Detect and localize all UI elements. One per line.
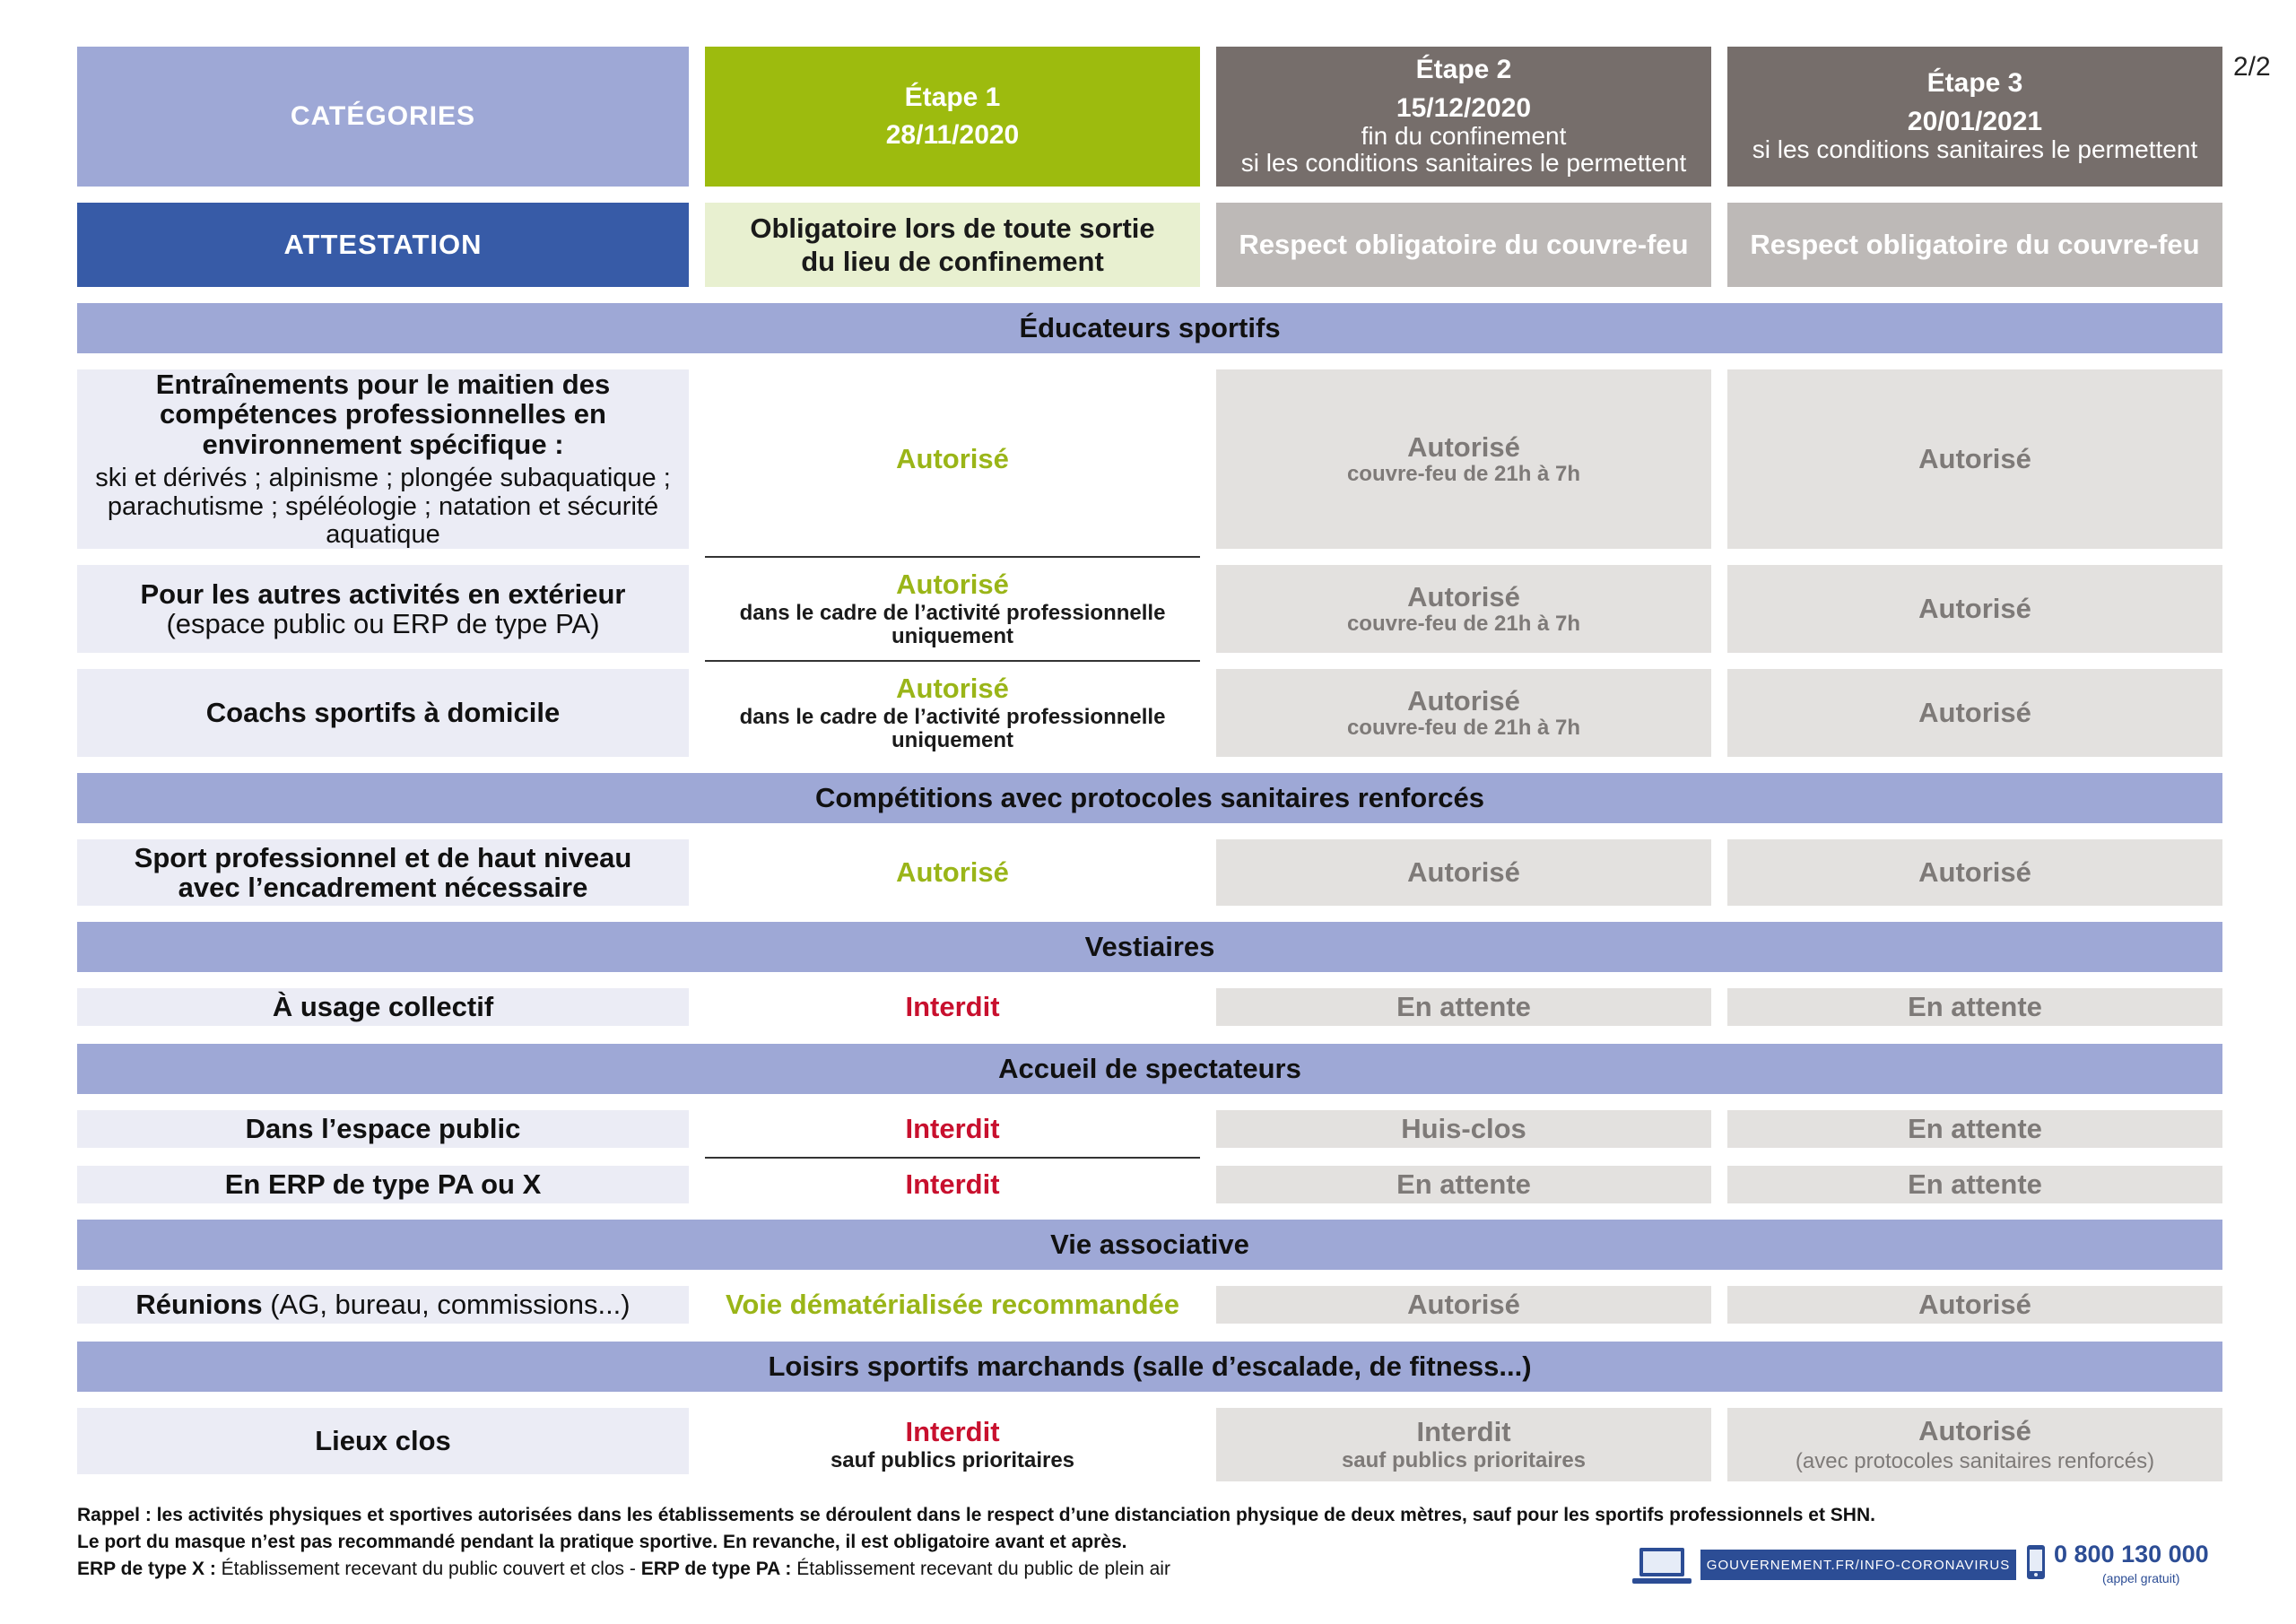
lieux-clos-etape2-note: sauf publics prioritaires xyxy=(1341,1447,1587,1472)
section-loisirs xyxy=(77,1342,2222,1392)
erp-etape1-status: Interdit xyxy=(905,1168,1000,1201)
row-exterieur-etape2 xyxy=(1216,565,1711,653)
row-exterieur-category xyxy=(77,565,689,653)
divider-line xyxy=(705,556,1200,558)
exterieur-etape1-status: Autorisé xyxy=(896,568,1009,600)
etape2-title: Étape 2 xyxy=(1415,55,1512,85)
attestation-etape3 xyxy=(1727,203,2222,287)
erp-etape3-status: En attente xyxy=(1908,1168,2042,1201)
lieux-clos-etape2-status: Interdit xyxy=(1416,1416,1511,1448)
exterieur-etape2-note: couvre-feu de 21h à 7h xyxy=(1346,611,1581,636)
row-sport-pro-etape2 xyxy=(1216,839,1711,906)
footer-erp-definitions xyxy=(77,1559,1170,1580)
erp-title: En ERP de type PA ou X xyxy=(224,1168,542,1201)
footer-rappel: Rappel : les activités physiques et sportives autorisées dans les établissements se déroulent dans le respect d’une distanciation physique de deux mètres, sauf pour les sportifs professionnels et SHN. xyxy=(77,1505,1875,1525)
coachs-etape2-note: couvre-feu de 21h à 7h xyxy=(1346,715,1581,740)
sport-pro-etape1-status: Autorisé xyxy=(896,856,1009,889)
coachs-etape1-status: Autorisé xyxy=(896,672,1009,704)
usage-collectif-etape3-status: En attente xyxy=(1908,991,2042,1023)
header-categories-label: CATÉGORIES xyxy=(290,100,476,131)
row-erp-etape2 xyxy=(1216,1166,1711,1203)
row-usage-collectif-etape3 xyxy=(1727,988,2222,1026)
section-loisirs-title: Loisirs sportifs marchands (salle d’escalade, de fitness...) xyxy=(768,1350,1532,1383)
section-competitions-title: Compétitions avec protocoles sanitaires renforcés xyxy=(815,782,1484,814)
row-espace-public-etape3 xyxy=(1727,1110,2222,1148)
page-number: 2/2 xyxy=(2233,52,2271,82)
row-reunions-etape1 xyxy=(705,1286,1200,1324)
phone-note: (appel gratuit) xyxy=(2102,1571,2180,1585)
entrainements-etape3-status: Autorisé xyxy=(1918,443,2031,475)
row-erp-etape3 xyxy=(1727,1166,2222,1203)
espace-public-etape2-status: Huis-clos xyxy=(1401,1113,1526,1145)
attestation-text: ATTESTATION xyxy=(283,229,483,261)
row-reunions-category xyxy=(77,1286,689,1324)
entrainements-etape1-status: Autorisé xyxy=(896,443,1009,475)
coachs-title: Coachs sportifs à domicile xyxy=(205,697,561,729)
footer-erp-pa-label: ERP de type PA : xyxy=(640,1559,792,1579)
exterieur-title-l1: Pour les autres activités en extérieur xyxy=(140,578,626,610)
entrainements-detail-l1: ski et dérivés ; alpinisme ; plongée subaquatique ; xyxy=(95,464,671,493)
etape2-date: 15/12/2020 xyxy=(1396,92,1532,123)
row-lieux-clos-etape1 xyxy=(705,1408,1200,1481)
attestation-etape3-text: Respect obligatoire du couvre-feu xyxy=(1750,229,2200,261)
sport-pro-title-l1: Sport professionnel et de haut niveau xyxy=(134,841,632,873)
entrainements-etape2-note: couvre-feu de 21h à 7h xyxy=(1346,461,1581,486)
attestation-etape2-text: Respect obligatoire du couvre-feu xyxy=(1239,229,1689,261)
row-entrainements-etape2 xyxy=(1216,369,1711,549)
header-etape3 xyxy=(1727,47,2222,187)
section-competitions xyxy=(77,773,2222,823)
row-coachs-etape2 xyxy=(1216,669,1711,757)
row-exterieur-etape1 xyxy=(705,565,1200,653)
row-usage-collectif-etape2 xyxy=(1216,988,1711,1026)
section-spectateurs-title: Accueil de spectateurs xyxy=(998,1053,1301,1085)
phone-number[interactable]: 0 800 130 000 xyxy=(2054,1541,2209,1568)
espace-public-title: Dans l’espace public xyxy=(245,1113,521,1145)
coachs-etape1-note-l1: dans le cadre de l’activité professionnelle xyxy=(739,705,1166,730)
section-vestiaires xyxy=(77,922,2222,972)
entrainements-detail-l2: parachutisme ; spéléologie ; natation et sécurité xyxy=(107,491,659,521)
entrainements-title-l2: compétences professionnelles en xyxy=(160,398,606,430)
section-vie-associative xyxy=(77,1220,2222,1270)
usage-collectif-title: À usage collectif xyxy=(272,991,494,1023)
coachs-etape1-note-l2: uniquement xyxy=(891,728,1013,753)
divider-line xyxy=(705,1157,1200,1159)
espace-public-etape1-status: Interdit xyxy=(905,1113,1000,1145)
laptop-icon xyxy=(1631,1546,1693,1585)
reunions-title-bold: Réunions xyxy=(135,1289,263,1321)
usage-collectif-etape2-status: En attente xyxy=(1396,991,1531,1023)
usage-collectif-etape1-status: Interdit xyxy=(905,991,1000,1023)
row-exterieur-etape3 xyxy=(1727,565,2222,653)
row-erp-category xyxy=(77,1166,689,1203)
etape2-line2: si les conditions sanitaires le permettent xyxy=(1240,149,1687,178)
row-espace-public-etape1 xyxy=(705,1110,1200,1148)
etape2-line1: fin du confinement xyxy=(1361,122,1567,151)
section-vie-associative-title: Vie associative xyxy=(1050,1229,1249,1261)
row-coachs-etape1 xyxy=(705,669,1200,757)
row-sport-pro-category xyxy=(77,839,689,906)
reunions-title-rest: (AG, bureau, commissions...) xyxy=(262,1289,631,1321)
row-sport-pro-etape1 xyxy=(705,839,1200,906)
row-espace-public-category xyxy=(77,1110,689,1148)
entrainements-title-l3: environnement spécifique : xyxy=(202,428,564,460)
lieux-clos-title: Lieux clos xyxy=(315,1425,451,1457)
etape3-title: Étape 3 xyxy=(1926,68,2023,99)
row-reunions-etape2 xyxy=(1216,1286,1711,1324)
row-erp-etape1 xyxy=(705,1166,1200,1203)
coachs-etape3-status: Autorisé xyxy=(1918,697,2031,729)
footer-erp-x-label: ERP de type X : xyxy=(77,1559,216,1579)
header-etape1 xyxy=(705,47,1200,187)
attestation-etape2 xyxy=(1216,203,1711,287)
reunions-title xyxy=(135,1290,630,1319)
section-educateurs-title: Éducateurs sportifs xyxy=(1019,312,1281,344)
section-vestiaires-title: Vestiaires xyxy=(1084,931,1215,963)
sport-pro-etape2-status: Autorisé xyxy=(1407,856,1520,889)
phone-icon xyxy=(2025,1544,2047,1580)
footer-erp-x-text: Établissement recevant du public couvert et clos - xyxy=(215,1559,641,1579)
reunions-etape3-status: Autorisé xyxy=(1918,1289,2031,1321)
row-espace-public-etape2 xyxy=(1216,1110,1711,1148)
row-entrainements-category xyxy=(77,369,689,549)
entrainements-detail-l3: aquatique xyxy=(326,519,440,549)
footer-erp-pa-text: Établissement recevant du public de plein air xyxy=(791,1559,1170,1579)
espace-public-etape3-status: En attente xyxy=(1908,1113,2042,1145)
etape3-line1: si les conditions sanitaires le permettent xyxy=(1752,135,2198,164)
lieux-clos-etape3-note: (avec protocoles sanitaires renforcés) xyxy=(1795,1448,2155,1473)
lieux-clos-etape3-status: Autorisé xyxy=(1918,1415,2031,1447)
row-entrainements-etape3 xyxy=(1727,369,2222,549)
exterieur-etape2-status: Autorisé xyxy=(1407,581,1520,613)
row-reunions-etape3 xyxy=(1727,1286,2222,1324)
gov-info-text: GOUVERNEMENT.FR/INFO-CORONAVIRUS xyxy=(1706,1557,2011,1573)
section-spectateurs xyxy=(77,1044,2222,1094)
row-coachs-etape3 xyxy=(1727,669,2222,757)
row-coachs-category xyxy=(77,669,689,757)
reunions-etape1-status: Voie dématérialisée recommandée xyxy=(725,1289,1179,1321)
attestation-label xyxy=(77,203,689,287)
footer-masque: Le port du masque n’est pas recommandé pendant la pratique sportive. En revanche, il est obligatoire avant et après. xyxy=(77,1532,1127,1552)
header-etape2 xyxy=(1216,47,1711,187)
section-educateurs xyxy=(77,303,2222,353)
exterieur-etape1-note-l2: uniquement xyxy=(891,624,1013,649)
exterieur-title-l2: (espace public ou ERP de type PA) xyxy=(166,608,600,639)
row-usage-collectif-category xyxy=(77,988,689,1026)
reunions-etape2-status: Autorisé xyxy=(1407,1289,1520,1321)
lieux-clos-etape1-note: sauf publics prioritaires xyxy=(830,1447,1075,1472)
exterieur-etape1-note-l1: dans le cadre de l’activité professionnelle xyxy=(739,601,1166,626)
sport-pro-etape3-status: Autorisé xyxy=(1918,856,2031,889)
attestation-etape1 xyxy=(705,203,1200,287)
entrainements-title-l1: Entraînements pour le maitien des xyxy=(155,368,611,400)
entrainements-etape2-status: Autorisé xyxy=(1407,431,1520,464)
exterieur-etape3-status: Autorisé xyxy=(1918,593,2031,625)
gov-info-link[interactable] xyxy=(1700,1550,2016,1580)
coachs-etape2-status: Autorisé xyxy=(1407,685,1520,717)
row-sport-pro-etape3 xyxy=(1727,839,2222,906)
row-lieux-clos-etape2 xyxy=(1216,1408,1711,1481)
row-entrainements-etape1 xyxy=(705,369,1200,549)
etape3-date: 20/01/2021 xyxy=(1907,106,2043,136)
attestation-etape1-line2: du lieu de confinement xyxy=(801,246,1104,277)
sport-pro-title-l2: avec l’encadrement nécessaire xyxy=(178,872,588,903)
row-lieux-clos-etape3 xyxy=(1727,1408,2222,1481)
lieux-clos-etape1-status: Interdit xyxy=(905,1416,1000,1448)
erp-etape2-status: En attente xyxy=(1396,1168,1531,1201)
etape1-date: 28/11/2020 xyxy=(885,120,1020,150)
attestation-etape1-line1: Obligatoire lors de toute sortie xyxy=(750,212,1155,244)
etape1-title: Étape 1 xyxy=(904,82,1001,112)
divider-line xyxy=(705,660,1200,662)
row-lieux-clos-category xyxy=(77,1408,689,1474)
header-categories xyxy=(77,47,689,187)
row-usage-collectif-etape1 xyxy=(705,988,1200,1026)
